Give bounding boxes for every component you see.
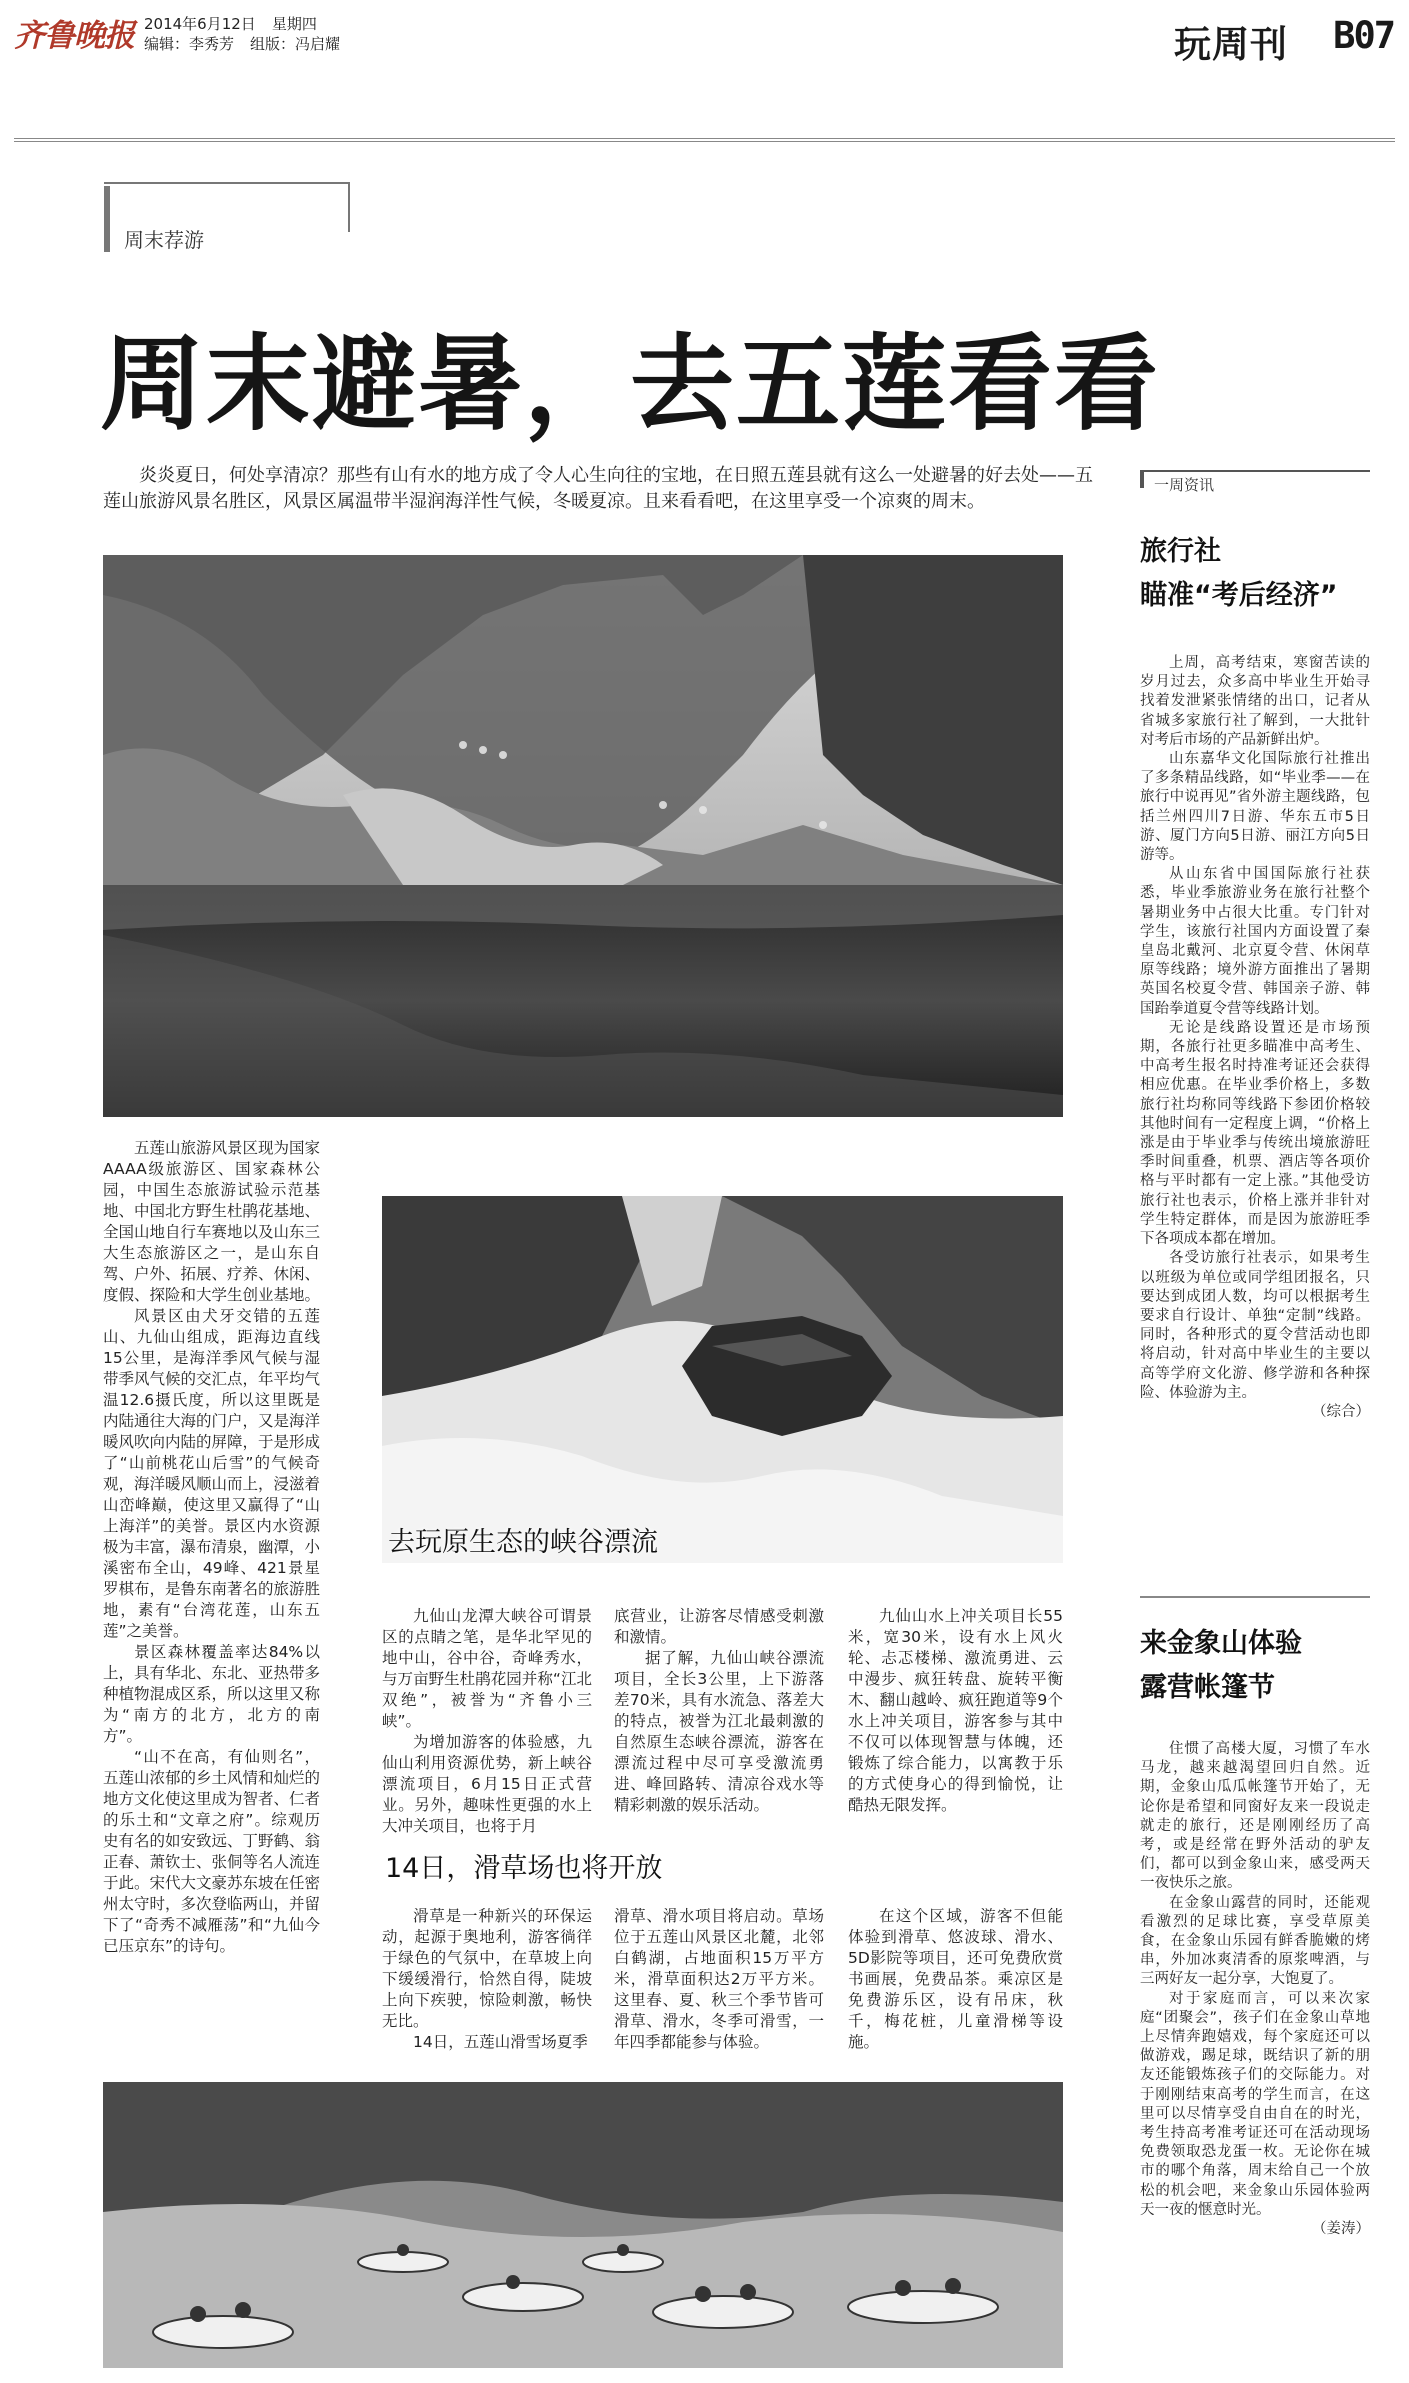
- grass-paragraph: 在这个区域，游客不但能体验到滑草、悠波球、滑水、5D影院等项目，还可免费欣赏书画展，免费品茶。乘凉区是免费游乐区，设有吊床，秋千，梅花桩，儿童滑梯等设施。: [848, 1907, 1063, 2051]
- photo-canyon-rafting: [382, 1196, 1063, 1563]
- section-name: 玩周刊: [1174, 23, 1288, 66]
- story1-paragraph: 从山东省中国国际旅行社获悉，毕业季旅游业务在旅行社整个暑期业务中占很大比重。专门针对学生，该旅行社国内方面设置了秦皇岛北戴河、北京夏令营、休闲草原等线路；境外游方面推出了暑期英国名校夏令营、韩国亲子游、韩国跆拳道夏令营等线路计划。: [1140, 866, 1370, 1017]
- grass-column-3: [848, 1906, 1063, 2053]
- masthead: [14, 6, 1394, 64]
- rafting-column-2: [614, 1606, 824, 1816]
- sidebar-separator: [1140, 1596, 1370, 1598]
- sidebar-section-label: [1140, 470, 1370, 495]
- story1-title-line: 旅行社: [1140, 536, 1221, 567]
- intro-paragraph: 五莲山旅游风景区现为国家AAAA级旅游区、国家森林公园，中国生态旅游试验示范基地、中国北方野生杜鹃花基地、全国山地自行车赛地以及山东三大生态旅游区之一，是山东自驾、户外、拓展、疗养、休闲、度假、探险和大学生创业基地。: [103, 1139, 321, 1304]
- headline: 周末避暑，去五莲看看: [100, 322, 1161, 445]
- grass-paragraph: 滑草是一种新兴的环保运动，起源于奥地利，游客徜徉于绿色的气氛中，在草坡上向下缓缓滑行，恰然自得，陡坡上向下疾驶，惊险刺激，畅快无比。: [382, 1907, 592, 2030]
- photo-rafting-boats: [103, 2082, 1063, 2368]
- rafting-paragraph: 九仙山水上冲关项目长55米，宽30米，设有水上风火轮、忐忑楼梯、激流勇进、云中漫步、疯狂转盘、旋转平衡木、翻山越岭、疯狂跑道等9个水上冲关项目，游客参与其中不仅可以体现智慧与体魄，还锻炼了综合能力，以寓教于乐的方式使身心的得到愉悦，让酷热无限发挥。: [848, 1607, 1063, 1814]
- sidebar-story2-title: [1140, 1622, 1302, 1710]
- grass-column-2: [614, 1906, 824, 2053]
- story1-paragraph: 上周，高考结束，寒窗苦读的岁月过去，众多高中毕业生开始寻找着发泄紧张情绪的出口，记者从省城多家旅行社了解到，一大批针对考后市场的产品新鲜出炉。: [1140, 655, 1370, 748]
- intro-paragraph: 风景区由犬牙交错的五莲山、九仙山组成，距海边直线15公里，是海洋季风气候与湿带季风气候的交汇点，年平均气温12.6摄氏度，所以这里既是内陆通往大海的门户，又是海洋暖风吹向内陆的屏障，于是形成了“山前桃花山后雪”的气候奇观，海洋暖风顺山而上，浸滋着山峦峰巅，使这里又赢得了“山上海洋”的美誉。景区内水资源极为丰富，瀑布清泉，幽潭，小溪密布全山，49峰、421景星罗棋布，是鲁东南著名的旅游胜地，素有“台湾花莲，山东五莲”之美誉。: [103, 1307, 321, 1640]
- story2-title-line: 露营帐篷节: [1140, 1672, 1275, 1703]
- rafting-paragraph: 九仙山龙潭大峡谷可谓景区的点睛之笔，是华北罕见的地中山，谷中谷，奇峰秀水，与万亩野生杜鹃花园并称“江北双绝”，被誉为“齐鲁小三峡”。: [382, 1607, 592, 1730]
- intro-paragraph: 景区森林覆盖率达84%以上，具有华北、东北、亚热带多种植物混成区系，所以这里又称为“南方的北方，北方的南方”。: [103, 1643, 321, 1745]
- canyon-rafting-illustration: [382, 1196, 1063, 1563]
- story2-paragraph: 住惯了高楼大厦，习惯了车水马龙，越来越渴望回归自然。近期，金象山瓜瓜帐篷节开始了，无论你是希望和同窗好友来一段说走就走的旅行，还是刚刚经历了高考，或是经常在野外活动的驴友们，都可以到金象山来，感受两天一夜快乐之旅。: [1140, 1741, 1370, 1892]
- photo-mountain-stream: [103, 555, 1063, 1117]
- story1-paragraph: 无论是线路设置还是市场预期，各旅行社更多瞄准中高考生、中高考生报名时持准考证还会获得相应优惠。在毕业季价格上，多数旅行社均称同等线路下参团价格较其他时间有一定程度上调，“价格上涨是由于毕业季与传统出境旅游旺季时间重叠，机票、酒店等各项价格与平时都有一定上涨。”其他受访旅行社也表示，价格上涨并非针对学生特定群体，而是因为旅游旺季下各项成本都在增加。: [1140, 1019, 1370, 1248]
- mountain-stream-illustration: [103, 555, 1063, 1117]
- rafting-column-1: [382, 1606, 592, 1837]
- intro-column: [103, 1138, 320, 1957]
- story1-credit: （综合）: [1312, 1403, 1370, 1420]
- header-rule: [14, 138, 1395, 142]
- rafting-paragraph: 为增加游客的体验感，九仙山利用资源优势，新上峡谷漂流项目，6月15日正式营业。另外，趣味性更强的水上大冲关项目，也将于月: [382, 1733, 592, 1835]
- grass-subhead: 14日，滑草场也将开放: [385, 1853, 663, 1884]
- grass-column-1: [382, 1906, 592, 2053]
- sidebar-label-text: 一周资讯: [1154, 476, 1215, 494]
- story2-paragraph: 在金象山露营的同时，还能观看激烈的足球比赛，享受草原美食，在金象山乐园有鲜香脆嫩的烤串，外加冰爽清香的原浆啤酒，与三两好友一起分享，大饱夏了。: [1140, 1894, 1370, 1988]
- sidebar-story1-body: [1140, 654, 1370, 1422]
- kicker: 周末荐游: [124, 228, 204, 252]
- story1-title-line: 瞄准“考后经济”: [1140, 580, 1338, 611]
- issue-meta: [144, 14, 356, 54]
- grass-paragraph: 滑草、滑水项目将启动。草场位于五莲山风景区北麓，北邻白鹤湖，占地面积15万平方米，滑草面积达2万平方米。这里春、夏、秋三个季节皆可滑草、滑水，冬季可滑雪，一年四季都能参与体验。: [614, 1907, 824, 2051]
- editor-credit: 编辑：李秀芳: [144, 35, 235, 53]
- page-number: B07: [1333, 14, 1394, 57]
- kicker-bar: [104, 186, 110, 252]
- grass-paragraph: 14日，五莲山滑雪场夏季: [413, 2033, 588, 2051]
- layout-credit: 组版：冯启耀: [250, 35, 341, 53]
- issue-date: 2014年6月12日: [144, 15, 256, 33]
- rafting-boats-illustration: [103, 2082, 1063, 2368]
- story2-title-line: 来金象山体验: [1140, 1628, 1302, 1659]
- rafting-column-3: [848, 1606, 1063, 1816]
- rafting-paragraph: 底营业，让游客尽情感受刺激和激情。: [614, 1607, 824, 1646]
- issue-weekday: 星期四: [271, 15, 317, 33]
- sidebar-story1-title: [1140, 530, 1338, 618]
- lede-paragraph: 炎炎夏日，何处享清凉？那些有山有水的地方成了令人心生向往的宝地，在日照五莲县就有这么一处避暑的好去处——五莲山旅游风景名胜区，风景区属温带半湿润海洋性气候，冬暖夏凉。且来看看吧，在这里享受一个凉爽的周末。: [103, 465, 1093, 512]
- intro-paragraph: “山不在高，有仙则名”，五莲山浓郁的乡土风情和灿烂的地方文化使这里成为智者、仁者的乐土和“文章之府”。综观历史有名的如安致远、丁野鹤、翁正春、萧钦士、张侗等名人流连于此。宋代大文豪苏东坡在任密州太守时，多次登临两山，并留下了“奇秀不减雁荡”和“九仙今已压京东”的诗句。: [103, 1748, 321, 1955]
- story2-paragraph: 对于家庭而言，可以来次家庭“团聚会”，孩子们在金象山草地上尽情奔跑嬉戏，每个家庭还可以做游戏，踢足球，既结识了新的朋友还能锻炼孩子们的交际能力。对于刚刚结束高考的学生而言，在这里可以尽情享受自由自在的时光，考生持高考准考证还可在活动现场免费领取恐龙蛋一枚。无论你在城市的哪个角落，周末给自己一个放松的机会吧，来金象山乐园体验两天一夜的惬意时光。: [1140, 1990, 1370, 2218]
- story1-paragraph: 山东嘉华文化国际旅行社推出了多条精品线路，如“毕业季——在旅行中说再见”省外游主题线路，包括兰州四川7日游、华东五市5日游、厦门方向5日游、丽江方向5日游等。: [1140, 751, 1370, 864]
- rafting-paragraph: 据了解，九仙山峡谷漂流项目，全长3公里，上下游落差70米，具有水流急、落差大的特点，被誉为江北最刺激的自然原生态峡谷漂流，游客在漂流过程中尽可享受激流勇进、峰回路转、清凉谷戏水等精彩刺激的娱乐活动。: [614, 1649, 824, 1814]
- story2-credit: （姜涛）: [1312, 2221, 1370, 2238]
- story1-paragraph: 各受访旅行社表示，如果考生以班级为单位或同学组团报名，只要达到成团人数，均可以根据考生要求自行设计、单独“定制”线路。同时，各种形式的夏令营活动也即将启动，针对高中毕业生的主要以高等学府文化游、修学游和各种探险、体验游为主。: [1140, 1250, 1370, 1401]
- newspaper-logo: 齐鲁晚报: [14, 18, 134, 54]
- sidebar-story2-body: [1140, 1740, 1370, 2239]
- rafting-subhead: 去玩原生态的峡谷漂流: [388, 1527, 658, 1558]
